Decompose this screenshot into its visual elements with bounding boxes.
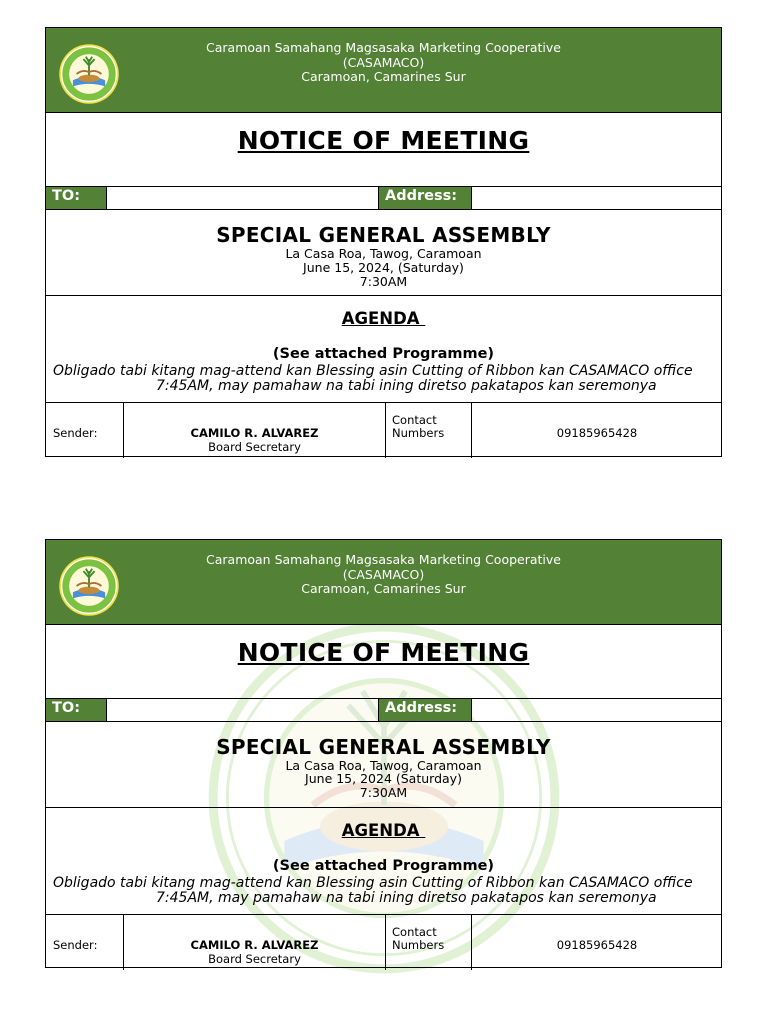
agenda-section xyxy=(46,296,721,403)
contact-label xyxy=(392,926,444,952)
org-abbreviation: (CASAMACO) xyxy=(342,54,425,70)
notice-card xyxy=(45,539,722,968)
header-banner xyxy=(46,28,721,113)
sender-position: Board Secretary xyxy=(208,952,301,966)
assembly-venue: La Casa Roa, Tawog, Caramoan xyxy=(285,758,482,773)
assembly-venue: La Casa Roa, Tawog, Caramoan xyxy=(285,246,482,261)
address-label: Address: xyxy=(378,187,472,209)
header-banner xyxy=(46,540,721,625)
assembly-title: SPECIAL GENERAL ASSEMBLY xyxy=(216,735,551,759)
agenda-line: Obligado tabi kitang mag-attend kan Blessing asin Cutting of Ribbon kan CASAMACO office xyxy=(53,363,693,379)
contact-number: 09185965428 xyxy=(556,938,638,952)
sender-position: Board Secretary xyxy=(208,440,301,454)
contact-label xyxy=(392,414,444,440)
notice-title: NOTICE OF MEETING xyxy=(237,638,530,667)
sender-label: Sender: xyxy=(53,426,98,440)
agenda-line: Obligado tabi kitang mag-attend kan Blessing asin Cutting of Ribbon kan CASAMACO office xyxy=(53,875,693,891)
sender-name: CAMILO R. ALVAREZ xyxy=(190,938,319,952)
agenda-title: AGENDA xyxy=(341,309,426,328)
assembly-time: 7:30AM xyxy=(359,785,408,800)
assembly-section xyxy=(46,210,721,296)
assembly-title: SPECIAL GENERAL ASSEMBLY xyxy=(216,223,551,247)
org-abbreviation: (CASAMACO) xyxy=(342,566,425,582)
org-location: Caramoan, Camarines Sur xyxy=(301,69,466,84)
to-label: TO: xyxy=(46,699,107,721)
sender-label: Sender: xyxy=(53,938,98,952)
contact-label-line: Numbers xyxy=(392,938,445,952)
agenda-line: 7:45AM, may pamahaw na tabi ining diretso pakatapos kan seremonya xyxy=(156,378,657,394)
sender-row xyxy=(46,915,721,970)
notice-card xyxy=(45,27,722,457)
recipient-row xyxy=(46,699,721,722)
recipient-row xyxy=(46,187,721,210)
notice-title: NOTICE OF MEETING xyxy=(237,126,530,155)
agenda-title: AGENDA xyxy=(341,821,426,840)
contact-label-line: Contact xyxy=(392,413,437,427)
sender-row xyxy=(46,403,721,458)
contact-label-line: Contact xyxy=(392,925,437,939)
org-name: Caramoan Samahang Magsasaka Marketing Cooperative xyxy=(206,40,561,55)
agenda-line: 7:45AM, may pamahaw na tabi ining diretso pakatapos kan seremonya xyxy=(156,890,657,906)
contact-label-line: Numbers xyxy=(392,426,445,440)
assembly-date: June 15, 2024 (Saturday) xyxy=(305,771,462,786)
assembly-time: 7:30AM xyxy=(359,274,408,289)
sender-name: CAMILO R. ALVAREZ xyxy=(190,426,319,440)
assembly-section xyxy=(46,722,721,808)
agenda-programme: (See attached Programme) xyxy=(272,346,495,362)
agenda-section xyxy=(46,808,721,915)
org-location: Caramoan, Camarines Sur xyxy=(301,581,466,596)
contact-number: 09185965428 xyxy=(556,426,638,440)
address-label: Address: xyxy=(378,699,472,721)
agenda-programme: (See attached Programme) xyxy=(272,858,495,874)
to-label: TO: xyxy=(46,187,107,209)
org-name: Caramoan Samahang Magsasaka Marketing Cooperative xyxy=(206,552,561,567)
assembly-date: June 15, 2024, (Saturday) xyxy=(303,260,464,275)
